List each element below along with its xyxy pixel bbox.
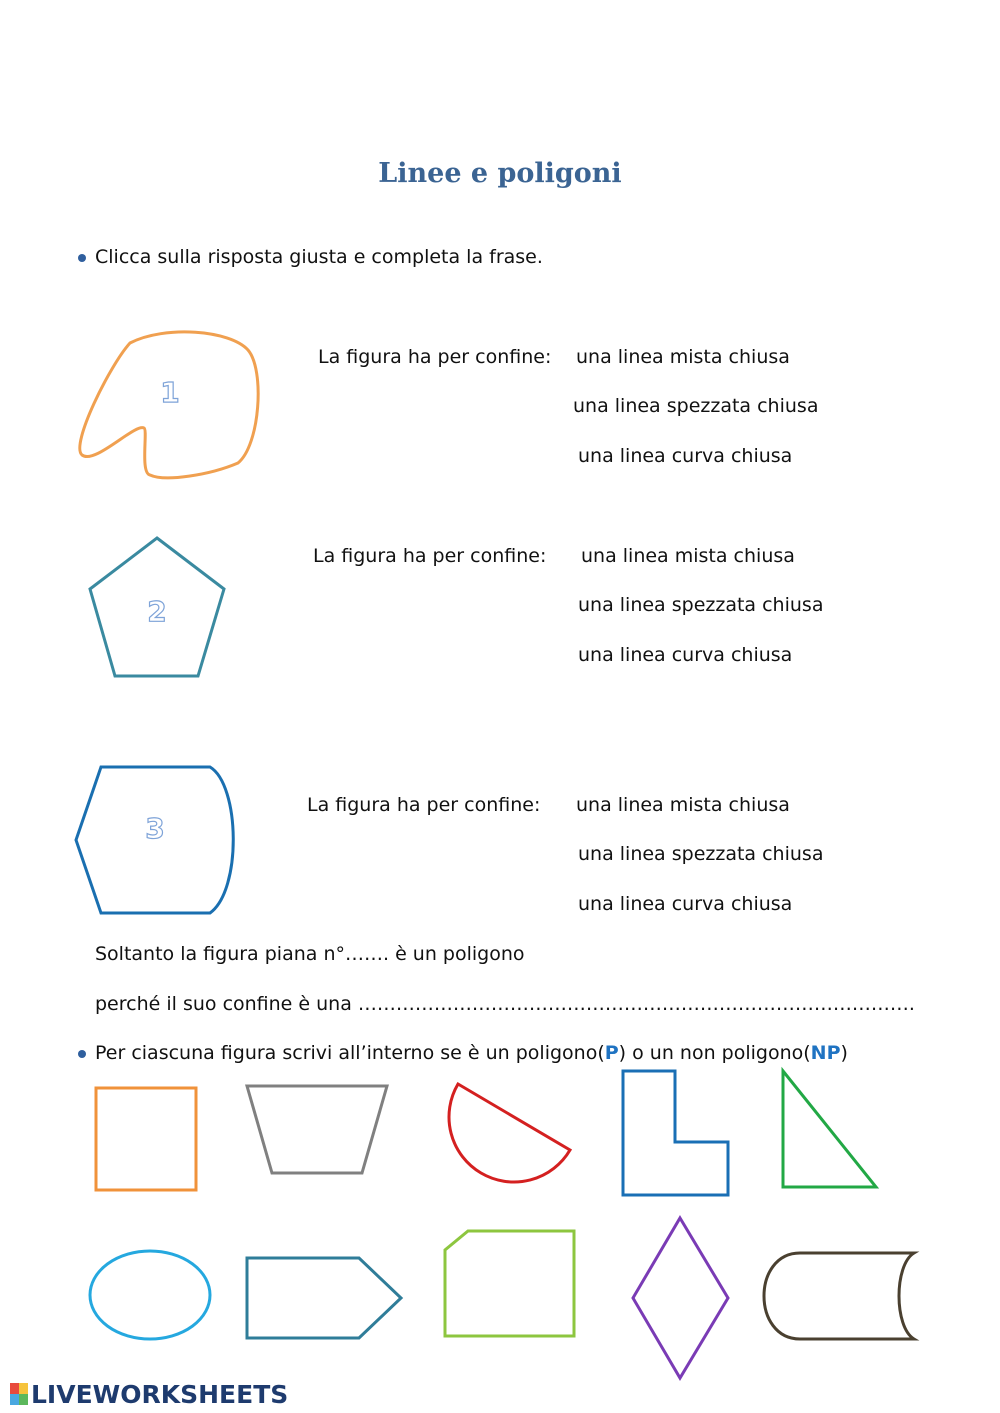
question-1-option-mixed[interactable]: una linea mista chiusa	[576, 346, 790, 368]
cylinder-shape[interactable]	[752, 1245, 922, 1347]
question-2-option-broken[interactable]: una linea spezzata chiusa	[578, 594, 824, 616]
page-title: Linee e poligoni	[378, 158, 622, 189]
instruction-first: Clicca sulla risposta giusta e completa la frase.	[95, 246, 543, 268]
logo-text: LIVEWORKSHEETS	[31, 1379, 289, 1409]
completion-line-2[interactable]: perché il suo confine è una …………………………………………………………………………….	[95, 993, 915, 1015]
question-3-option-broken[interactable]: una linea spezzata chiusa	[578, 843, 824, 865]
instruction-second-suffix: )	[840, 1042, 848, 1064]
instruction-second-prefix: Per ciascuna figura scrivi all’interno se è un poligono(	[95, 1042, 605, 1064]
trapezoid-shape[interactable]	[240, 1080, 395, 1180]
question-3-prompt: La figura ha per confine:	[307, 794, 541, 816]
figure-3-number: 3	[145, 812, 165, 845]
question-2-prompt: La figura ha per confine:	[313, 545, 547, 567]
question-2-option-mixed[interactable]: una linea mista chiusa	[581, 545, 795, 567]
bullet-point	[78, 1050, 86, 1058]
question-2-option-curved[interactable]: una linea curva chiusa	[578, 644, 793, 666]
figure-1-shape	[70, 325, 270, 495]
triangle-shape[interactable]	[776, 1065, 884, 1195]
ellipse-shape[interactable]	[84, 1245, 219, 1345]
cut-corner-shape[interactable]	[438, 1223, 583, 1343]
figure-2-number: 2	[147, 595, 167, 628]
polygon-code: P	[604, 1042, 619, 1064]
question-3-option-curved[interactable]: una linea curva chiusa	[578, 893, 793, 915]
arrow-pentagon-shape[interactable]	[241, 1252, 408, 1347]
instruction-second-mid: ) o un non poligono(	[618, 1042, 811, 1064]
non-polygon-code: NP	[810, 1042, 841, 1064]
figure-1-number: 1	[160, 376, 180, 409]
question-1-option-curved[interactable]: una linea curva chiusa	[578, 445, 793, 467]
rhombus-shape[interactable]	[626, 1212, 736, 1384]
liveworksheets-icon	[10, 1383, 28, 1405]
l-shape[interactable]	[616, 1065, 736, 1202]
completion-line-1[interactable]: Soltanto la figura piana n°……. è un poligono	[95, 943, 525, 965]
figure-2-pentagon	[85, 533, 235, 683]
question-1-option-broken[interactable]: una linea spezzata chiusa	[573, 395, 819, 417]
figure-3-shape	[70, 760, 250, 920]
liveworksheets-logo	[10, 1381, 288, 1407]
semicircle-shape[interactable]	[438, 1078, 583, 1203]
instruction-second	[95, 1041, 848, 1065]
bullet-point	[78, 254, 86, 262]
question-1-prompt: La figura ha per confine:	[318, 346, 552, 368]
square-shape[interactable]	[90, 1082, 205, 1197]
question-3-option-mixed[interactable]: una linea mista chiusa	[576, 794, 790, 816]
